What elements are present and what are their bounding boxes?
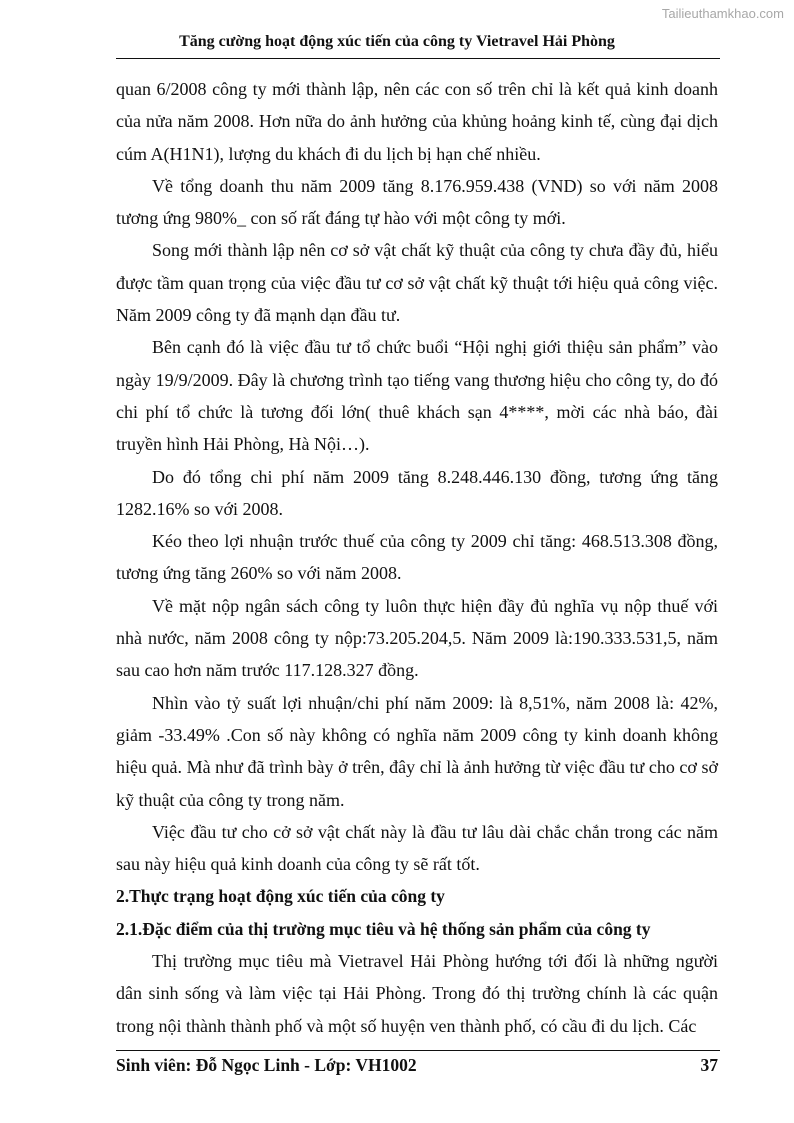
page-footer bbox=[116, 1055, 720, 1076]
section-heading: 2.Thực trạng hoạt động xúc tiến của công ty bbox=[116, 886, 445, 907]
footer-divider bbox=[116, 1050, 720, 1051]
paragraph-2: Về tổng doanh thu năm 2009 tăng 8.176.959.438 (VND) so với năm 2008 tương ứng 980%_ con số rất đáng tự hào với một công ty mới. bbox=[116, 175, 718, 229]
paragraph-8: Nhìn vào tỷ suất lợi nhuận/chi phí năm 2009: là 8,51%, năm 2008 là: 42%, giảm -33.49% .Con số này không có nghĩa năm 2009 công ty kinh doanh không hiệu quả. Mà như đã trình bày ở trên, đây chỉ là ảnh hưởng từ việc đầu tư cho cơ sở kỹ thuật của công ty trong năm. bbox=[116, 692, 718, 810]
paragraph-6: Kéo theo lợi nhuận trước thuế của công ty 2009 chỉ tăng: 468.513.308 đồng, tương ứng tăng 260% so với năm 2008. bbox=[116, 531, 718, 584]
document-body bbox=[116, 73, 718, 1042]
header-divider bbox=[116, 58, 720, 59]
paragraph-10: Thị trường mục tiêu mà Vietravel Hải Phòng hướng tới đối là những người dân sinh sống và làm việc tại Hải Phòng. Trong đó thị trường chính là các quận trong nội thành thành phố và một số huyện ven thành phố, có cầu đi du lịch. Các bbox=[116, 951, 718, 1036]
paragraph-5: Do đó tổng chi phí năm 2009 tăng 8.248.446.130 đồng, tương ứng tăng 1282.16% so với 2008. bbox=[116, 466, 718, 519]
paragraph-9: Việc đầu tư cho cở sở vật chất này là đầu tư lâu dài chắc chắn trong các năm sau này hiệu quả kinh doanh của công ty sẽ rất tốt. bbox=[116, 821, 718, 875]
paragraph-7: Về mặt nộp ngân sách công ty luôn thực hiện đầy đủ nghĩa vụ nộp thuế với nhà nước, năm 2008 công ty nộp:73.205.204,5. Năm 2009 là:190.333.531,5, năm sau cao hơn năm trước 117.128.327 đồng. bbox=[116, 595, 718, 681]
paragraph-3: Song mới thành lập nên cơ sở vật chất kỹ thuật của công ty chưa đầy đủ, hiểu được tầm quan trọng của việc đầu tư cơ sở vật chất kỹ thuật tới hiệu quả công việc. Năm 2009 công ty đã mạnh dạn đầu tư. bbox=[116, 240, 718, 326]
page-header-title: Tăng cường hoạt động xúc tiến của công ty Vietravel Hải Phòng bbox=[179, 33, 615, 50]
page-number: 37 bbox=[700, 1055, 718, 1075]
paragraph-4: Bên cạnh đó là việc đầu tư tổ chức buổi “Hội nghị giới thiệu sản phẩm” vào ngày 19/9/2009. Đây là chương trình tạo tiếng vang thương hiệu cho công ty, do đó chi phí tổ chức là tương đối lớn( thuê khách sạn 4****, mời các nhà báo, đài truyền hình Hải Phòng, Hà Nội…). bbox=[116, 337, 718, 455]
subsection-heading: 2.1.Đặc điểm của thị trường mục tiêu và hệ thống sản phẩm của công ty bbox=[116, 918, 651, 939]
watermark: Tailieuthamkhao.com bbox=[661, 6, 784, 21]
footer-student-info: Sinh viên: Đỗ Ngọc Linh - Lớp: VH1002 bbox=[116, 1055, 417, 1075]
paragraph-1: quan 6/2008 công ty mới thành lập, nên các con số trên chỉ là kết quả kinh doanh của nửa năm 2008. Hơn nữa do ảnh hưởng của khủng hoảng kinh tế, cùng đại dịch cúm A(H1N1), lượng du khách đi du lịch bị hạn chế nhiều. bbox=[116, 79, 718, 164]
